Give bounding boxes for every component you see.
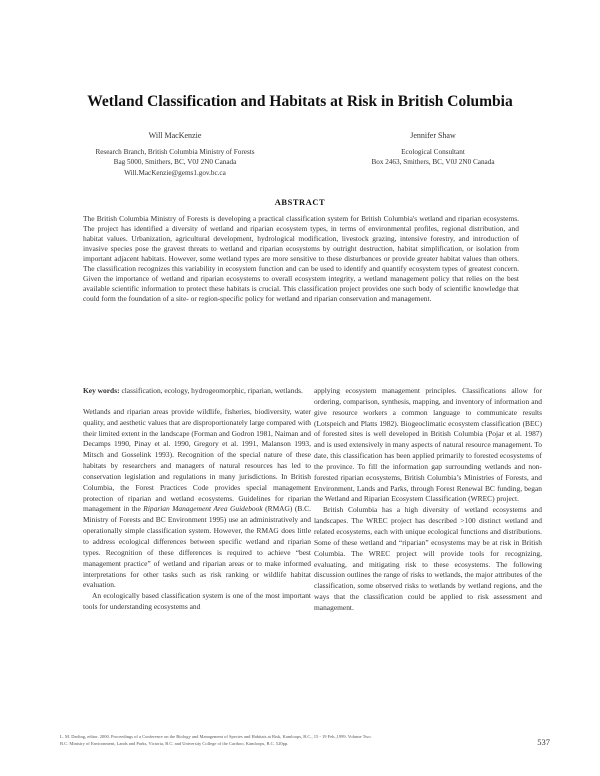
body-column-right [314,386,542,614]
body-paragraph [83,407,311,591]
author-affiliation: Ecological Consultant [401,148,465,157]
abstract-text: The British Columbia Ministry of Forests is developing a practical classification system for British Columbia's wetland and riparian ecosystems. The project has identified a diversity of wetland and riparian ecosystem types, in terms of environmental profiles, regional distribution, and habitat values. Urbanization, agricultural development, hydrological modification, livestock grazing, intensive forestry, and introduction of invasive species pose the gravest threats to wetland and riparian ecosystems by outright destruction, habitat simplification, or isolation from important adjacent habitats. However, some wetland types are more sensitive to these disturbances or provide greater habitat values than others. The classification recognizes this variability in ecosystem function and can be used to identify and quantify ecosystem types of greatest concern. Given the importance of wetland and riparian ecosystems to overall ecosystem integrity, a wetland management policy that relies on the best available scientific information to protect these habitats is crucial. This classification project provides one such body of scientific knowledge that could form the foundation of a site- or region-specific policy for wetland and riparian conservation and management. [83,214,519,304]
body-column-left [83,386,311,613]
author-block-2 [318,131,548,168]
abstract-heading: ABSTRACT [274,198,326,207]
author-block-1 [60,131,290,178]
author-affiliation: Research Branch, British Columbia Ministry of Forests [95,148,255,157]
citation-line: B.C. Ministry of Environment, Lands and Parks, Victoria, B.C. and University College of the Cariboo, Kamloops, B.C. 520pp. [60,741,289,746]
body-text: (RMAG) (B.C. Ministry of Forests and BC Environment 1995) use an administratively and operationally simple classification system. However, the RMAG does little to address ecological differences between specific wetland and riparian types. Recognition of these differences is required to achieve “best management practice” of wetland and riparian areas or to make informed interpretations for other tasks such as risk ranking or wildlife habitat evaluation. [83,504,311,590]
author-address: Bag 5000, Smithers, BC, V0J 2N0 Canada [113,158,237,167]
body-paragraph: British Columbia has a high diversity of wetland ecosystems and landscapes. The WREC project has described >100 distinct wetland and related ecosystems, each with unique ecological functions and distributions. Some of these wetland and “riparian” ecosystems may be at risk in British Columbia. The WREC project will provide tools for recognizing, evaluating, and mitigating risk to these ecosystems. The following discussion outlines the range of risks to wetlands, the major attributes of the classification, some observed risks to wetlands by wetland regions, and the ways that the classification could be applied to risk assessment and management. [314,505,542,612]
author-name: Will MacKenzie [148,131,202,140]
paper-title: Wetland Classification and Habitats at Risk in British Columbia [87,93,513,110]
author-email: Will.MacKenzie@gems1.gov.bc.ca [124,168,226,177]
author-name: Jennifer Shaw [410,131,456,140]
body-paragraph: applying ecosystem management principles. Classifications allow for ordering, comparison, synthesis, mapping, and inventory of information and give resource workers a common language to communicate results (Lotspeich and Platts 1982). Biogeoclimatic ecosystem classification (BEC) of forested sites is well developed in British Columbia (Pojar et al. 1987) and is used extensively in many aspects of natural resource management. To date, this classification has been applied primarily to forested ecosystems of the province. To fill the information gap surrounding wetlands and non-forested riparian ecosystems, British Columbia’s Ministries of Forests, and Environment, Lands and Parks, through Forest Renewal BC funding, began the Wetland and Riparian Ecosystem Classification (WREC) project. [314,386,542,504]
author-address: Box 2463, Smithers, BC, V0J 2N0 Canada [371,158,495,167]
keywords-text: classification, ecology, hydrogeomorphic, riparian, wetlands. [119,386,303,395]
citation-line: L. M. Darling, editor. 2000. Proceedings of a Conference on the Biology and Management of Species and Habitats at Risk, Kamloops, B.C., 15 - 19 Feb.,1999. Volume Two. [60,734,372,739]
citation-footer [60,733,480,747]
keywords-paragraph [83,386,311,397]
page-number: 537 [537,737,550,747]
body-text: Wetlands and riparian areas provide wildlife, fisheries, biodiversity, water quality, and aesthetic values that are disproportionately large compared with their limited extent in the landscape (Forman and Godron 1981, Naiman and Decamps 1990, Pinay et al. 1990, Gregory et al. 1991, Malanson 1993, Mitsch and Gosselink 1993). Recognition of the special nature of these habitats by researchers and managers of natural resources has led to conservation legislation and regulations in many jurisdictions. In British Columbia, the Forest Practices Code provides special management protection of riparian and wetland ecosystems. Guidelines for riparian management in the [83,406,311,514]
keywords-label: Key words: [83,386,120,395]
guidebook-title: Riparian Management Area Guidebook [143,504,263,514]
body-paragraph: An ecologically based classification system is one of the most important tools for understanding ecosystems and [83,591,311,612]
